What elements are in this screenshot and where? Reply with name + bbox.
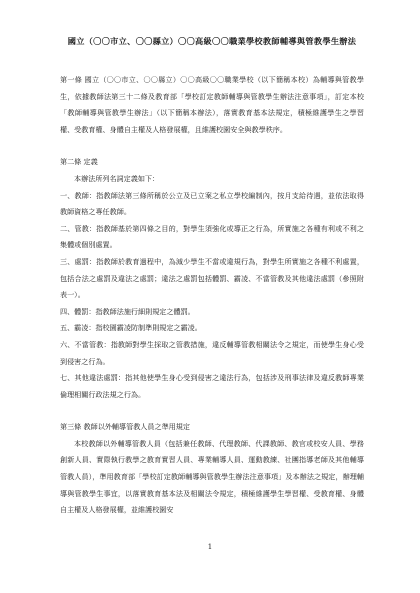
article-3-heading: 第三條 教師以外輔導管教人員之準用規定 <box>60 422 190 432</box>
article-3-body: 本校教師以外輔導管教人員（包括兼任教師、代理教師、代課教師、教官或校安人員、學務創新人員、實際執行教學之教育實習人員、專業輔導人員、運動教練、社團指導老師及其他輔導管教人員），準用教育部「學校訂定教師輔導與管教學生辦法注意事項」及本辦法之規定，辦理輔導與管教學生事宜，以落實教育基本法及相關法令規定，積極維護學生學習權、受教育權、身體自主權及人格發展權，並維護校園安 <box>60 438 364 515</box>
definition-item-4: 四、體罰：指教師法施行細則規定之體罰。 <box>60 306 195 316</box>
article-2-heading: 第二條 定義 <box>60 157 98 167</box>
spacer <box>60 403 364 419</box>
definition-item-2: 二、管教：指教師基於第四條之目的，對學生須強化或導正之行為，所實施之各種有利或不利之集體或個別處置。 <box>60 223 364 250</box>
spacer <box>60 138 364 154</box>
definition-item-5: 五、霸凌：指校園霸凌防制準則規定之霸凌。 <box>60 323 202 333</box>
document-title: 國立（〇〇市立、〇〇縣立）〇〇高級〇〇職業學校教師輔導與管教學生辦法 <box>67 36 357 46</box>
article-1: 第一條 國立（〇〇市立、〇〇縣立）〇〇高級〇〇職業學校（以下簡稱本校）為輔導與管教學生，依據教師法第三十二條及教育部「學校訂定教師輔導與管教學生辦法注意事項」，訂定本校「教師輔導與管教學生辦法」（以下簡稱本辦法），落實教育基本法規定，積極維護學生之學習權、受教育權、身體自主權及人格發展權，且維護校園安全與教學秩序。 <box>60 75 364 134</box>
definition-item-6: 六、不當管教：指教師對學生採取之管教措施，違反輔導管教相關法令之規定，而使學生身心受到侵害之行為。 <box>60 339 364 366</box>
definition-item-3: 三、處罰：指教師於教育過程中，為減少學生不當或違規行為，對學生所實施之各種不利處置，包括合法之處罰及違法之處罰；違法之處罰包括體罰、霸凌、不當管教及其他違法處罰（參照附表一）。 <box>60 256 364 300</box>
page-number: 1 <box>207 543 213 551</box>
definition-item-1: 一、教師：指教師法第三條所稱於公立及已立案之私立學校編制內，按月支給待遇，並依法取得教師資格之專任教師。 <box>60 190 364 217</box>
article-2-intro: 本辦法所列名詞定義如下： <box>74 173 160 183</box>
definition-item-7: 七、其他違法處罰：指其他使學生身心受到侵害之違法行為，包括涉及刑事法律及違反教師專業倫理相關行政法規之行為。 <box>60 373 364 399</box>
